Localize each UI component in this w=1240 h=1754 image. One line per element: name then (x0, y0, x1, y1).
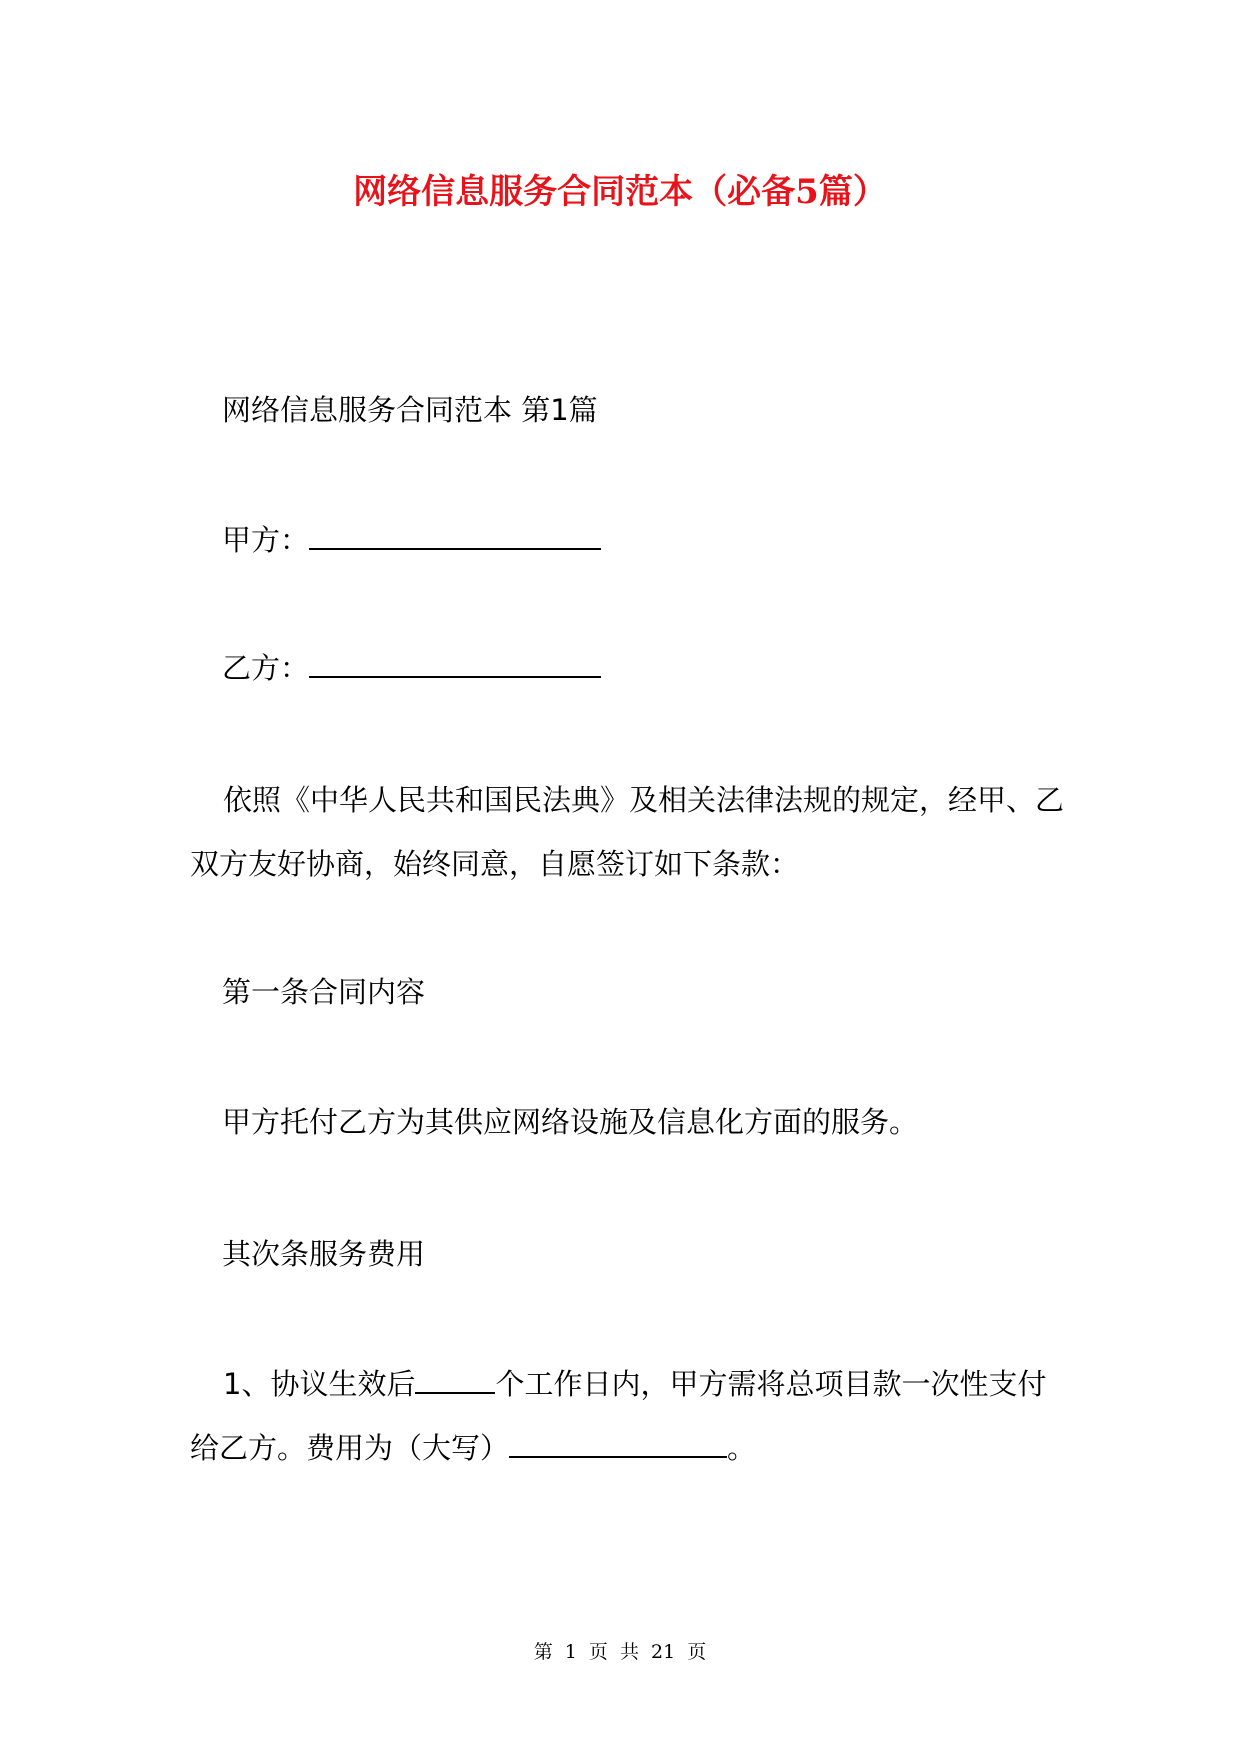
party-a-label: 甲方： (222, 523, 310, 557)
amount-blank (509, 1430, 727, 1458)
clause1-paragraph (190, 1352, 1070, 1480)
page-footer: 第 1 页 共 21 页 (533, 1641, 707, 1663)
clause1-prefix: 1、协议生效后 (223, 1367, 416, 1401)
article1-body: 甲方托付乙方为其供应网络设施及信息化方面的服务。 (222, 1105, 919, 1139)
days-blank (415, 1366, 495, 1394)
party-b-label: 乙方： (222, 651, 310, 685)
article2-title: 其次条服务费用 (222, 1237, 426, 1271)
article1-title: 第一条合同内容 (222, 975, 426, 1009)
clause1-suffix: 。 (727, 1431, 757, 1465)
preamble-paragraph: 依照《中华人民共和国民法典》及相关法律法规的规定，经甲、乙双方友好协商，始终同意，自愿签订如下条款： (190, 783, 1065, 881)
party-b-blank (309, 650, 601, 678)
party-a-line (222, 508, 1092, 572)
document-title: 网络信息服务合同范本（必备5篇） (353, 172, 887, 212)
section-heading: 网络信息服务合同范本 第1篇 (222, 393, 598, 427)
party-a-blank (309, 522, 601, 550)
clause1-middle: 个工作日内，甲方需将总项目款一次性支付给乙方。费用为（大写） (190, 1367, 1047, 1465)
party-b-line (222, 636, 1092, 700)
